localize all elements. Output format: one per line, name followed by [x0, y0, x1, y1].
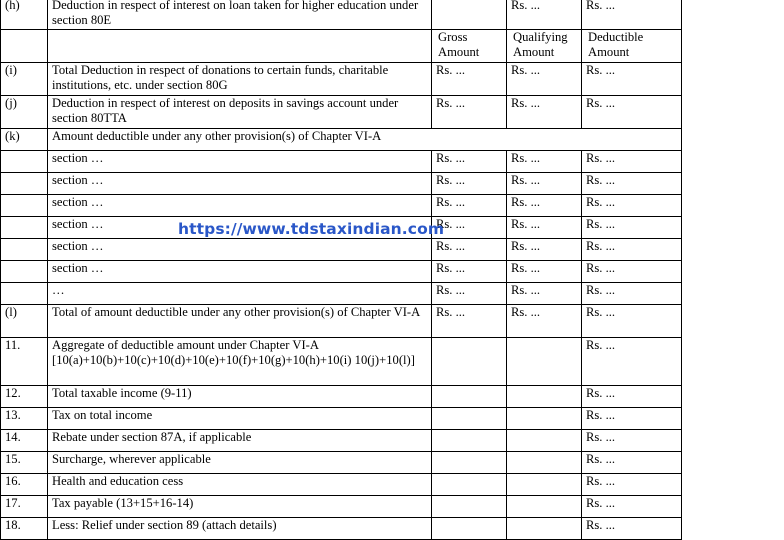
deductible-amount-cell: Rs. ... [582, 474, 682, 496]
description-cell: Less: Relief under section 89 (attach details) [48, 518, 432, 540]
qualifying-amount-header: Qualifying Amount [507, 30, 582, 63]
deductible-amount-cell: Rs. ... [582, 0, 682, 30]
serial-cell [1, 261, 48, 283]
description-cell: Deduction in respect of interest on deposits in savings account under section 80TTA [48, 96, 432, 129]
gross-amount-cell: Rs. ... [432, 173, 507, 195]
serial-cell: (l) [1, 305, 48, 338]
serial-cell: 12. [1, 386, 48, 408]
deductible-amount-header: Deductible Amount [582, 30, 682, 63]
gross-amount-cell [432, 430, 507, 452]
qualifying-amount-cell [507, 474, 582, 496]
gross-amount-cell: Rs. ... [432, 151, 507, 173]
gross-amount-cell: Rs. ... [432, 305, 507, 338]
watermark-url: https://www.tdstaxindian.com [178, 220, 445, 238]
serial-cell: 16. [1, 474, 48, 496]
description-cell: section … [48, 195, 432, 217]
column-header-row [1, 30, 682, 63]
gross-amount-cell: Rs. ... [432, 195, 507, 217]
gross-amount-cell [432, 452, 507, 474]
description-cell: section … [48, 261, 432, 283]
deductible-amount-cell: Rs. ... [582, 261, 682, 283]
gross-amount-cell: Rs. ... [432, 96, 507, 129]
deductible-amount-cell: Rs. ... [582, 386, 682, 408]
qualifying-amount-cell [507, 496, 582, 518]
serial-cell: 11. [1, 338, 48, 386]
qualifying-amount-cell: Rs. ... [507, 63, 582, 96]
qualifying-amount-cell: Rs. ... [507, 283, 582, 305]
table-row [1, 430, 682, 452]
serial-cell [1, 151, 48, 173]
description-cell: section … [48, 217, 432, 239]
table-row [1, 518, 682, 540]
table-row [1, 195, 682, 217]
table-row [1, 63, 682, 96]
description-cell: Aggregate of deductible amount under Chapter VI-A [10(a)+10(b)+10(c)+10(d)+10(e)+10(f)+10(g)+10(h)+10(i) 10(j)+10(l)] [48, 338, 432, 386]
serial-cell: 15. [1, 452, 48, 474]
description-cell: Tax on total income [48, 408, 432, 430]
deductible-amount-cell: Rs. ... [582, 430, 682, 452]
table-row [1, 408, 682, 430]
table-row [1, 96, 682, 129]
qualifying-amount-cell: Rs. ... [507, 305, 582, 338]
table-row [1, 129, 682, 151]
table-row [1, 0, 682, 30]
gross-amount-cell [432, 338, 507, 386]
serial-cell: (i) [1, 63, 48, 96]
serial-cell: (j) [1, 96, 48, 129]
description-cell: Health and education cess [48, 474, 432, 496]
description-cell: Surcharge, wherever applicable [48, 452, 432, 474]
deductible-amount-cell: Rs. ... [582, 408, 682, 430]
table-row [1, 496, 682, 518]
description-cell: Rebate under section 87A, if applicable [48, 430, 432, 452]
serial-cell [1, 283, 48, 305]
serial-cell: (h) [1, 0, 48, 30]
table-row [1, 305, 682, 338]
gross-amount-cell [432, 518, 507, 540]
table-row [1, 474, 682, 496]
serial-cell: 14. [1, 430, 48, 452]
gross-amount-cell [432, 408, 507, 430]
qualifying-amount-cell: Rs. ... [507, 96, 582, 129]
qualifying-amount-cell: Rs. ... [507, 173, 582, 195]
qualifying-amount-cell: Rs. ... [507, 261, 582, 283]
description-cell [48, 30, 432, 63]
deductible-amount-cell: Rs. ... [582, 173, 682, 195]
qualifying-amount-cell [507, 338, 582, 386]
serial-cell [1, 239, 48, 261]
serial-cell: 17. [1, 496, 48, 518]
deductible-amount-cell: Rs. ... [582, 338, 682, 386]
deductible-amount-cell: Rs. ... [582, 63, 682, 96]
table-row [1, 283, 682, 305]
deductible-amount-cell: Rs. ... [582, 151, 682, 173]
gross-amount-cell: Rs. ... [432, 261, 507, 283]
description-cell: section … [48, 239, 432, 261]
table-row [1, 173, 682, 195]
description-cell: Total taxable income (9-11) [48, 386, 432, 408]
qualifying-amount-cell [507, 452, 582, 474]
qualifying-amount-cell: Rs. ... [507, 217, 582, 239]
description-cell: Total Deduction in respect of donations to certain funds, charitable institutions, etc. under section 80G [48, 63, 432, 96]
table-row [1, 151, 682, 173]
gross-amount-cell: Rs. ... [432, 283, 507, 305]
description-cell: … [48, 283, 432, 305]
gross-amount-cell [432, 496, 507, 518]
gross-amount-cell: Rs. ... [432, 239, 507, 261]
description-cell: Amount deductible under any other provision(s) of Chapter VI-A [48, 129, 682, 151]
deductible-amount-cell: Rs. ... [582, 195, 682, 217]
description-cell: Deduction in respect of interest on loan taken for higher education under section 80E [48, 0, 432, 30]
gross-amount-cell: Rs. ... [432, 217, 507, 239]
description-cell: section … [48, 151, 432, 173]
table-row [1, 261, 682, 283]
deductible-amount-cell: Rs. ... [582, 305, 682, 338]
deductible-amount-cell: Rs. ... [582, 283, 682, 305]
qualifying-amount-cell: Rs. ... [507, 0, 582, 30]
qualifying-amount-cell [507, 518, 582, 540]
serial-cell [1, 30, 48, 63]
serial-cell [1, 173, 48, 195]
gross-amount-cell [432, 0, 507, 30]
serial-cell [1, 217, 48, 239]
description-cell: Tax payable (13+15+16-14) [48, 496, 432, 518]
qualifying-amount-cell: Rs. ... [507, 239, 582, 261]
qualifying-amount-cell: Rs. ... [507, 195, 582, 217]
qualifying-amount-cell [507, 386, 582, 408]
gross-amount-cell [432, 474, 507, 496]
deductible-amount-cell: Rs. ... [582, 239, 682, 261]
serial-cell: 13. [1, 408, 48, 430]
table-row [1, 239, 682, 261]
deductible-amount-cell: Rs. ... [582, 496, 682, 518]
table-row [1, 386, 682, 408]
gross-amount-cell: Rs. ... [432, 63, 507, 96]
deductible-amount-cell: Rs. ... [582, 96, 682, 129]
gross-amount-cell [432, 386, 507, 408]
gross-amount-header: Gross Amount [432, 30, 507, 63]
qualifying-amount-cell [507, 430, 582, 452]
qualifying-amount-cell [507, 408, 582, 430]
deductible-amount-cell: Rs. ... [582, 217, 682, 239]
table-row [1, 452, 682, 474]
serial-cell: (k) [1, 129, 48, 151]
description-cell: section … [48, 173, 432, 195]
qualifying-amount-cell: Rs. ... [507, 151, 582, 173]
deductible-amount-cell: Rs. ... [582, 518, 682, 540]
description-cell: Total of amount deductible under any other provision(s) of Chapter VI-A [48, 305, 432, 338]
serial-cell: 18. [1, 518, 48, 540]
deductible-amount-cell: Rs. ... [582, 452, 682, 474]
serial-cell [1, 195, 48, 217]
table-row [1, 338, 682, 386]
